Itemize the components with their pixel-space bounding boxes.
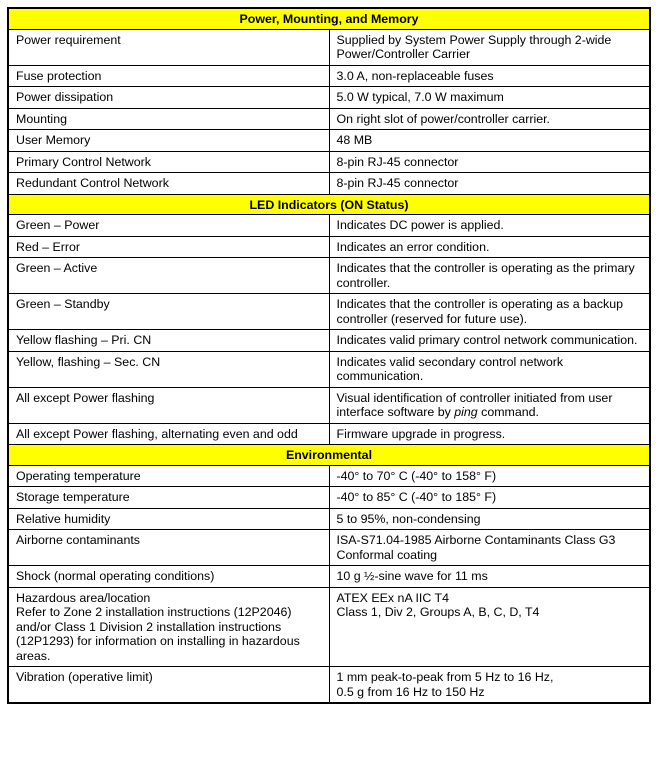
specifications-table-body — [8, 8, 650, 703]
spec-value: Indicates that the controller is operating as a backup controller (reserved for future use). — [329, 294, 650, 330]
section-title: Power, Mounting, and Memory — [8, 8, 650, 29]
spec-value: Indicates valid primary control network communication. — [329, 330, 650, 352]
spec-label: Hazardous area/location Refer to Zone 2 installation instructions (12P2046) and/or Class 1 Division 2 installation instructions (12P1293) for information on installing in hazardous areas. — [8, 587, 329, 667]
spec-row — [8, 108, 650, 130]
spec-label: Airborne contaminants — [8, 530, 329, 566]
spec-label: Shock (normal operating conditions) — [8, 566, 329, 588]
spec-label: Vibration (operative limit) — [8, 667, 329, 704]
command-name: ping — [454, 405, 478, 419]
spec-value: 8-pin RJ-45 connector — [329, 151, 650, 173]
spec-row — [8, 387, 650, 423]
spec-value: 1 mm peak-to-peak from 5 Hz to 16 Hz, 0.5 g from 16 Hz to 150 Hz — [329, 667, 650, 704]
spec-row — [8, 87, 650, 109]
spec-label: All except Power flashing, alternating even and odd — [8, 423, 329, 445]
spec-label: Green – Standby — [8, 294, 329, 330]
section-title: Environmental — [8, 445, 650, 466]
spec-label: Operating temperature — [8, 465, 329, 487]
spec-row — [8, 29, 650, 65]
specifications-table — [7, 7, 651, 704]
spec-row — [8, 151, 650, 173]
spec-value: Indicates an error condition. — [329, 236, 650, 258]
spec-row — [8, 566, 650, 588]
spec-label: Relative humidity — [8, 508, 329, 530]
spec-label: User Memory — [8, 130, 329, 152]
spec-value: ATEX EEx nA IIC T4 Class 1, Div 2, Groups A, B, C, D, T4 — [329, 587, 650, 667]
spec-row — [8, 587, 650, 667]
spec-row — [8, 258, 650, 294]
spec-row — [8, 351, 650, 387]
spec-label: Power requirement — [8, 29, 329, 65]
spec-label: Green – Active — [8, 258, 329, 294]
spec-value: Indicates valid secondary control network communication. — [329, 351, 650, 387]
spec-row — [8, 423, 650, 445]
spec-row — [8, 130, 650, 152]
spec-value: 5 to 95%, non-condensing — [329, 508, 650, 530]
section-header — [8, 194, 650, 215]
section-header — [8, 445, 650, 466]
spec-row — [8, 465, 650, 487]
spec-value: ISA-S71.04-1985 Airborne Contaminants Class G3 Conformal coating — [329, 530, 650, 566]
spec-label: Yellow flashing – Pri. CN — [8, 330, 329, 352]
spec-label: Redundant Control Network — [8, 173, 329, 195]
spec-value: -40° to 70° C (-40° to 158° F) — [329, 465, 650, 487]
spec-value: Indicates DC power is applied. — [329, 215, 650, 237]
spec-row — [8, 236, 650, 258]
spec-label: Red – Error — [8, 236, 329, 258]
spec-row — [8, 530, 650, 566]
spec-value: Indicates that the controller is operating as the primary controller. — [329, 258, 650, 294]
spec-value: 3.0 A, non-replaceable fuses — [329, 65, 650, 87]
spec-value: 5.0 W typical, 7.0 W maximum — [329, 87, 650, 109]
spec-label: Green – Power — [8, 215, 329, 237]
spec-value: Visual identification of controller initiated from user interface software by ping command. — [329, 387, 650, 423]
spec-value: 48 MB — [329, 130, 650, 152]
spec-row — [8, 667, 650, 704]
spec-label: Mounting — [8, 108, 329, 130]
spec-row — [8, 65, 650, 87]
spec-label: Storage temperature — [8, 487, 329, 509]
spec-value: 10 g ½-sine wave for 11 ms — [329, 566, 650, 588]
spec-value: Supplied by System Power Supply through 2-wide Power/Controller Carrier — [329, 29, 650, 65]
spec-label: Yellow, flashing – Sec. CN — [8, 351, 329, 387]
spec-value: 8-pin RJ-45 connector — [329, 173, 650, 195]
spec-row — [8, 294, 650, 330]
spec-value: On right slot of power/controller carrier. — [329, 108, 650, 130]
spec-row — [8, 487, 650, 509]
spec-label: Primary Control Network — [8, 151, 329, 173]
spec-row — [8, 173, 650, 195]
spec-label: Power dissipation — [8, 87, 329, 109]
spec-row — [8, 215, 650, 237]
spec-value: -40° to 85° C (-40° to 185° F) — [329, 487, 650, 509]
spec-value: Firmware upgrade in progress. — [329, 423, 650, 445]
spec-row — [8, 508, 650, 530]
section-title: LED Indicators (ON Status) — [8, 194, 650, 215]
spec-label: Fuse protection — [8, 65, 329, 87]
spec-label: All except Power flashing — [8, 387, 329, 423]
section-header — [8, 8, 650, 29]
spec-row — [8, 330, 650, 352]
